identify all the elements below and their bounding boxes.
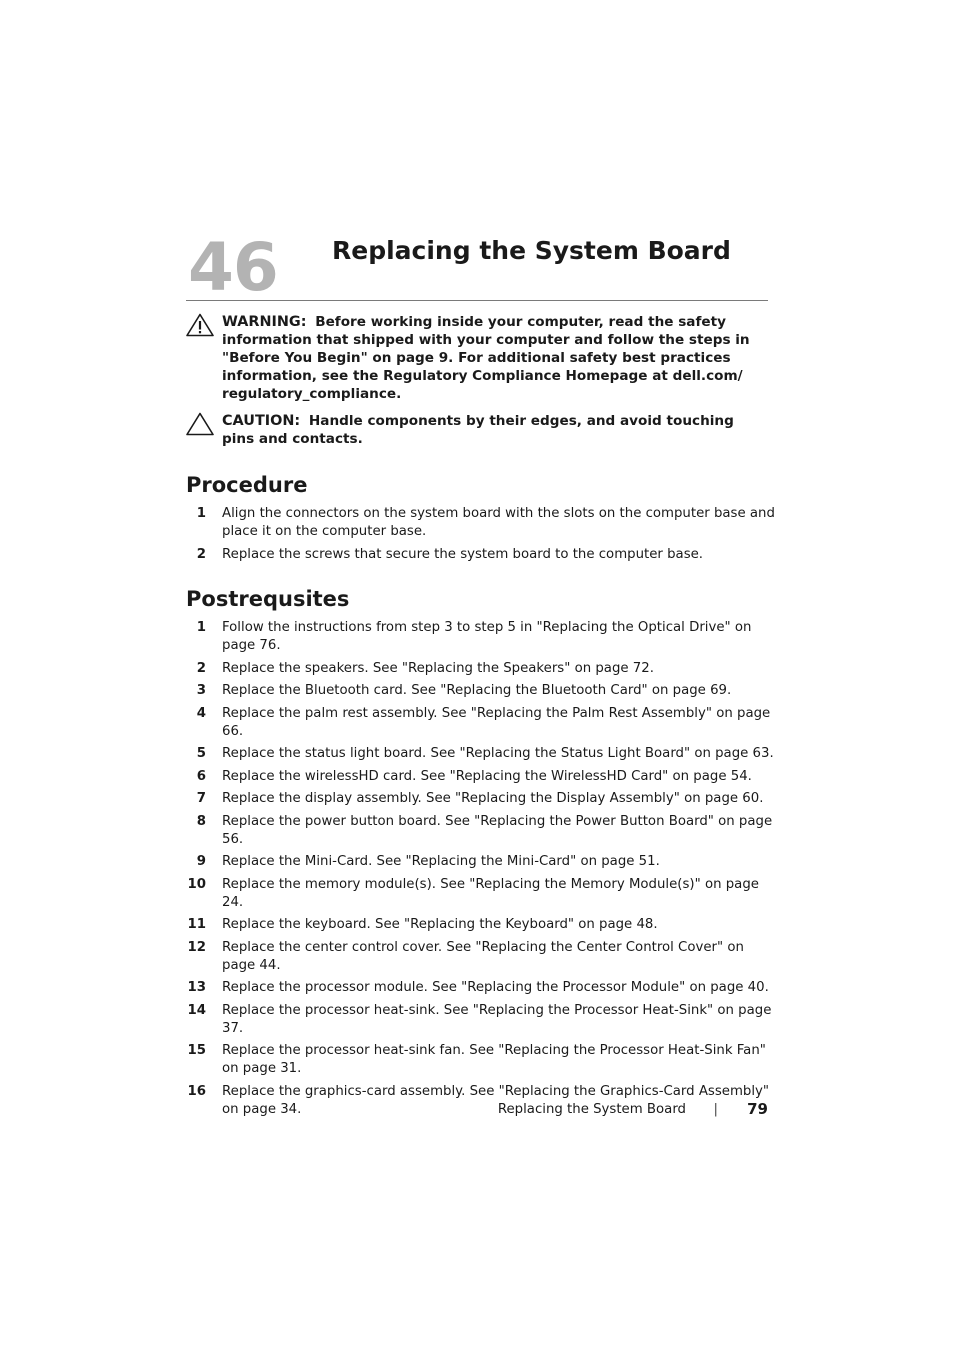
list-item [186,745,776,763]
warning-icon [186,313,214,337]
list-item [186,876,776,912]
step-text: Replace the processor module. See "Replacing the Processor Module" on page 40. [222,980,769,995]
page-number: 79 [747,1100,768,1118]
step-text: Follow the instructions from step 3 to step 5 in "Replacing the Optical Drive" on page 76. [222,620,752,653]
procedure-heading: Procedure [186,473,308,497]
list-item [186,682,776,700]
list-item [186,916,776,934]
list-item [186,979,776,997]
list-item [186,1042,776,1078]
list-item [186,505,776,541]
caution-icon [186,412,214,436]
caution-label: CAUTION: [222,413,301,429]
step-number: 1 [196,620,206,635]
step-number: 6 [196,768,206,784]
step-number: 9 [196,854,206,869]
list-item [186,768,776,786]
step-number: 16 [187,1083,206,1099]
step-text: Replace the screws that secure the system board to the computer base. [222,546,704,562]
list-item [186,939,776,975]
warning-label: WARNING: [222,314,307,330]
list-item [186,546,776,564]
step-number: 11 [187,917,206,932]
page-footer [186,1100,768,1122]
caution-notice [186,412,768,452]
step-text: Replace the display assembly. See "Replacing the Display Assembly" on page 60. [222,791,764,806]
chapter-title: Replacing the System Board [332,236,731,265]
step-text: Align the connectors on the system board with the slots on the computer base and place it on the computer base. [222,506,775,539]
step-text: Replace the center control cover. See "Replacing the Center Control Cover" on page 44. [222,939,744,973]
step-number: 2 [196,546,206,562]
warning-notice [186,313,768,405]
caution-text-block [222,412,768,448]
step-number: 5 [196,746,206,761]
procedure-steps [186,505,776,564]
chapter-number: 46 [188,229,278,306]
step-text: Replace the Mini-Card. See "Replacing the Mini-Card" on page 51. [222,854,660,869]
step-number: 12 [187,939,206,955]
list-item [186,660,776,678]
step-text: Replace the power button board. See "Replacing the Power Button Board" on page 56. [222,813,773,847]
step-text: Replace the speakers. See "Replacing the Speakers" on page 72. [222,660,654,676]
step-text: Replace the Bluetooth card. See "Replacing the Bluetooth Card" on page 69. [222,683,732,698]
step-number: 15 [187,1043,206,1058]
step-text: Replace the processor heat-sink fan. See "Replacing the Processor Heat-Sink Fan" on page 31. [222,1043,766,1076]
list-item [186,813,776,849]
step-number: 7 [196,791,206,806]
step-number: 10 [187,876,206,892]
warning-text: Before working inside your computer, read the safety information that shipped with your computer and follow the steps in "Before You Begin" on page 9. For additional safety best practices information, see the Regulatory Compliance Homepage at dell.com/ regulatory_compliance. [222,314,750,402]
footer-title: Replacing the System Board [497,1102,686,1117]
step-number: 14 [187,1002,206,1018]
step-text: Replace the graphics-card assembly. See "Replacing the Graphics-Card Assembly" on page 34. [222,1083,770,1117]
step-text: Replace the status light board. See "Replacing the Status Light Board" on page 63. [222,746,774,761]
step-number: 13 [187,980,206,995]
step-text: Replace the palm rest assembly. See "Replacing the Palm Rest Assembly" on page 66. [222,705,771,739]
step-number: 8 [196,813,206,829]
step-text: Replace the memory module(s). See "Replacing the Memory Module(s)" on page 24. [222,876,759,910]
step-number: 1 [196,506,206,521]
list-item [186,790,776,808]
postrequisites-heading: Postrequsites [186,587,350,611]
list-item [186,619,776,655]
step-text: Replace the wirelessHD card. See "Replacing the WirelessHD Card" on page 54. [222,768,752,784]
warning-text-block [222,313,768,403]
step-number: 3 [196,683,206,698]
step-number: 4 [196,705,206,721]
footer-separator: | [713,1102,718,1117]
postrequisites-steps [186,619,776,1119]
step-text: Replace the processor heat-sink. See "Replacing the Processor Heat-Sink" on page 37. [222,1002,772,1036]
list-item [186,853,776,871]
step-text: Replace the keyboard. See "Replacing the Keyboard" on page 48. [222,917,658,932]
step-number: 2 [196,660,206,676]
caution-text: Handle components by their edges, and avoid touching pins and contacts. [222,413,734,447]
list-item [186,705,776,741]
list-item [186,1002,776,1038]
title-divider [186,300,768,301]
